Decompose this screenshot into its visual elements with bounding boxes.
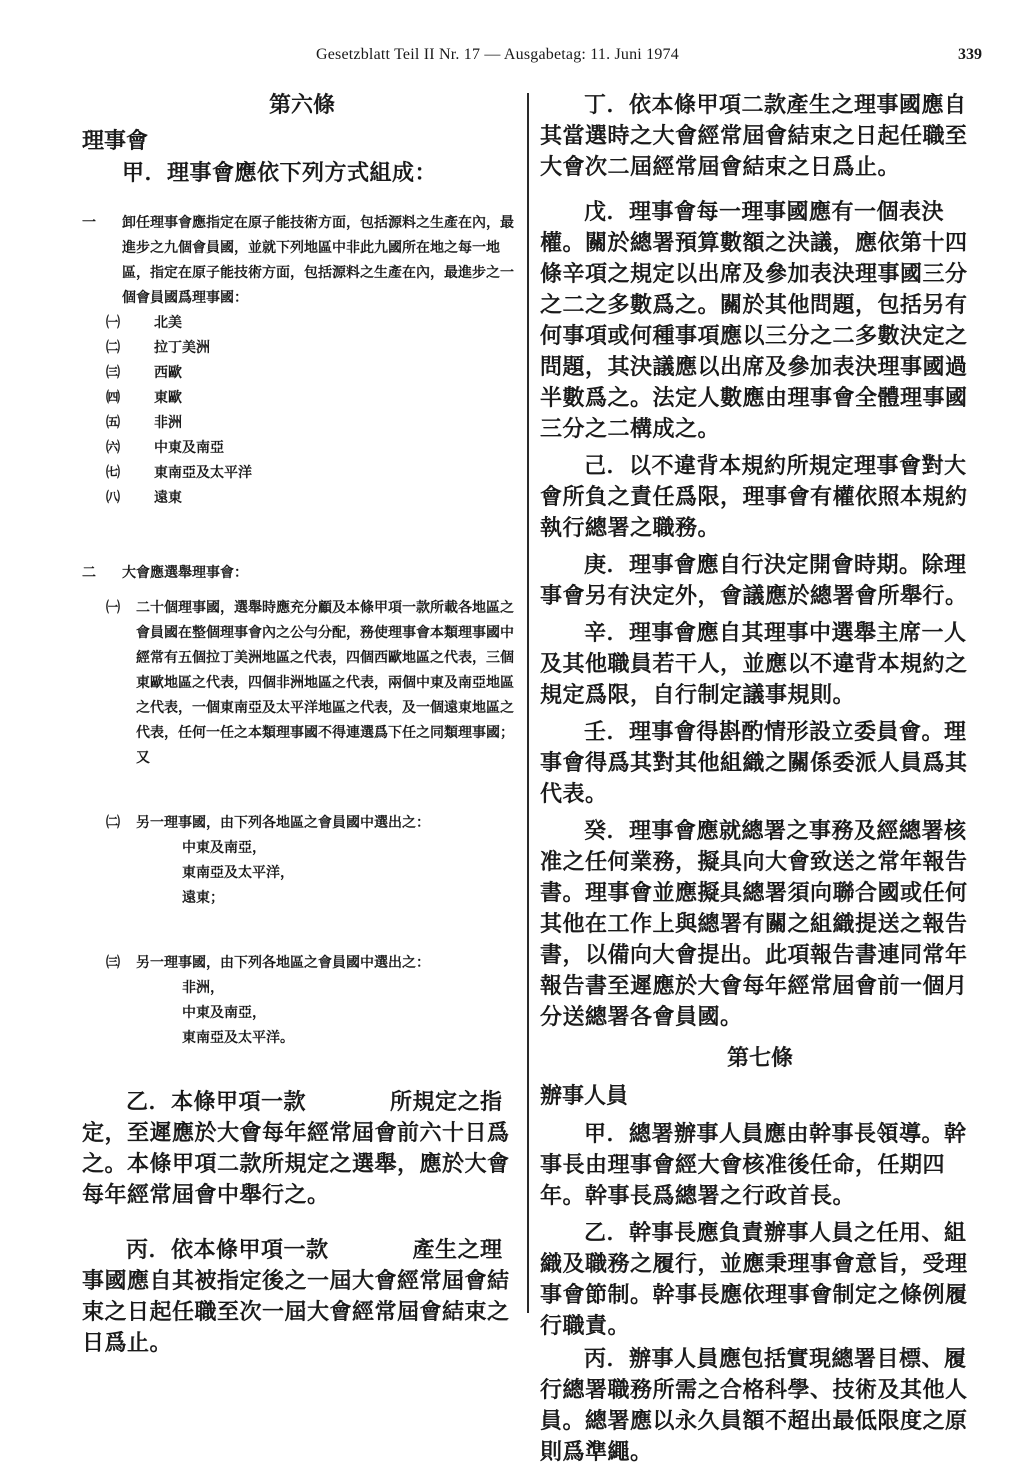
column-divider	[527, 93, 529, 1313]
sub-item-b-text: 另一理事國，由下列各地區之會員國中選出之：	[136, 815, 430, 831]
para-wu: 戊．理事會每一理事國應有一個表決權。關於總署預算數額之決議，應依第十四條辛項之規定以出席及參加表決理事國三分之二之多數爲之。關於其他問題，包括另有何事項或何種事項應以三分之二多數決定之問題，其決議應以出席及參加表決理事國過半數爲之。法定人數應由理事會全體理事國三分之二構成之。	[540, 199, 968, 442]
right-column	[540, 90, 980, 1468]
list-item: 東南亞及太平洋，	[182, 865, 294, 881]
sub-item-a-marker: ㈠	[106, 600, 120, 616]
region-marker: ㈥	[106, 440, 120, 456]
region-marker: ㈤	[106, 415, 120, 431]
region-name: 中東及南亞	[154, 440, 224, 456]
region-name: 非洲	[154, 415, 182, 431]
para-yi-lead: 乙．本條甲項一款	[126, 1089, 307, 1115]
region-name: 拉丁美洲	[154, 340, 210, 356]
list-item: 遠東；	[182, 890, 224, 906]
sub-item-b-list	[82, 836, 522, 911]
region-list	[82, 311, 522, 511]
sub-item-c-marker: ㈢	[106, 955, 120, 971]
para-ren: 壬．理事會得斟酌情形設立委員會。理事會得爲其對其他組織之關係委派人員爲其代表。	[540, 719, 968, 807]
sub-item-a-text: 二十個理事國，選舉時應充分顧及本條甲項一款所載各地區之會員國在整個理事會內之公勻分配，務使理事會本類理事國中經常有五個拉丁美洲地區之代表，四個西歐地區之代表，三個東歐地區之代表，四個非洲地區之代表，兩個中東及南亞地區之代表，一個東南亞及太平洋地區之代表，及一個遠東地區之代表，任何一任之本類理事國不得連選爲下任之同類理事國；又	[136, 600, 514, 766]
region-marker: ㈠	[106, 315, 120, 331]
list-item	[82, 411, 522, 436]
region-marker: ㈣	[106, 390, 120, 406]
sub-item-c-list	[82, 976, 522, 1051]
list-item: 中東及南亞，	[182, 1005, 266, 1021]
sub-item-b	[82, 811, 522, 836]
list-item	[82, 311, 522, 336]
para-7-bing: 丙．辦事人員應包括實現總署目標、履行總署職務所需之合格科學、技術及其他人員。總署應以永久員額不超出最低限度之原則爲準繩。	[540, 1346, 968, 1465]
para-geng: 庚．理事會應自行決定開會時期。除理事會另有決定外，會議應於總署會所舉行。	[540, 552, 968, 609]
sub-item-c	[82, 951, 522, 976]
gazette-title: Gesetzblatt Teil II Nr. 17 — Ausgabetag: 11. Juni 1974	[316, 46, 679, 63]
region-name: 遠東	[154, 490, 182, 506]
region-name: 北美	[154, 315, 182, 331]
sub-item-b-marker: ㈡	[106, 815, 120, 831]
left-column	[82, 90, 522, 1359]
para-bing	[82, 1235, 522, 1359]
region-marker: ㈦	[106, 465, 120, 481]
para-gui: 癸．理事會應就總署之事務及經總署核准之任何業務，擬具向大會致送之常年報告書。理事會並應擬具總署須向聯合國或任何其他在工作上與總署有關之組織提送之報告書，以備向大會提出。此項報告書連同常年報告書至遲應於大會每年經常屆會前一個月分送總署各會員國。	[540, 818, 968, 1030]
item-2	[82, 561, 522, 586]
para-ding: 丁．依本條甲項二款產生之理事國應自其當選時之大會經常屆會結束之日起任職至大會次二屆經常屆會結束之日爲止。	[540, 92, 968, 180]
item-1-text: 卸任理事會應指定在原子能技術方面，包括源料之生產在內，最進步之九個會員國，並就下列地區中非此九國所在地之每一地區，指定在原子能技術方面，包括源料之生產在內，最進步之一個會員國爲理事國：	[122, 215, 514, 306]
para-7-yi: 乙．幹事長應負責辦事人員之任用、組織及職務之履行，並應秉理事會意旨，受理事會節制。幹事長應依理事會制定之條例履行職責。	[540, 1220, 968, 1339]
item-1-marker: 一	[82, 215, 96, 231]
para-jia: 甲．理事會應依下列方式組成：	[122, 160, 438, 186]
list-item	[82, 361, 522, 386]
region-marker: ㈧	[106, 490, 120, 506]
page-header	[0, 46, 1024, 70]
region-marker: ㈡	[106, 340, 120, 356]
sub-item-c-text: 另一理事國，由下列各地區之會員國中選出之：	[136, 955, 430, 971]
list-item	[82, 436, 522, 461]
para-bing-lead: 丙．依本條甲項一款	[126, 1237, 329, 1263]
item-2-marker: 二	[82, 565, 96, 581]
region-name: 東歐	[154, 390, 182, 406]
article-7-title: 第七條	[726, 1045, 793, 1071]
item-1	[82, 211, 522, 311]
list-item: 中東及南亞，	[182, 840, 266, 856]
item-2-text: 大會應選舉理事會：	[122, 565, 248, 581]
para-xin: 辛．理事會應自其理事中選舉主席一人及其他職員若干人，並應以不違背本規約之規定爲限，自行制定議事規則。	[540, 620, 968, 708]
region-name: 西歐	[154, 365, 182, 381]
page-number: 339	[958, 46, 982, 63]
list-item: 東南亞及太平洋。	[182, 1030, 294, 1046]
section-heading-staff: 辦事人員	[540, 1083, 629, 1109]
region-marker: ㈢	[106, 365, 120, 381]
list-item	[82, 486, 522, 511]
section-heading-council: 理事會	[82, 128, 149, 154]
para-yi	[82, 1087, 522, 1211]
sub-item-a	[82, 596, 522, 771]
para-bing-body: 產生之理事國應自其被指定後之一屆大會經常屆會結束之日起任職至次一屆大會經常屆會結束之日爲止。	[82, 1237, 510, 1356]
list-item	[82, 461, 522, 486]
article-6-title: 第六條	[268, 92, 335, 118]
list-item	[82, 336, 522, 361]
para-7-jia: 甲．總署辦事人員應由幹事長領導。幹事長由理事會經大會核准後任命，任期四年。幹事長爲總署之行政首長。	[540, 1121, 967, 1209]
region-name: 東南亞及太平洋	[154, 465, 252, 481]
para-ji: 己．以不違背本規約所規定理事會對大會所負之責任爲限，理事會有權依照本規約執行總署之職務。	[540, 453, 968, 541]
list-item	[82, 386, 522, 411]
para-yi-body: 所規定之指定，至遲應於大會每年經常屆會前六十日爲之。本條甲項二款所規定之選舉，應於大會每年經常屆會中舉行之。	[82, 1089, 510, 1208]
list-item: 非洲，	[182, 980, 224, 996]
